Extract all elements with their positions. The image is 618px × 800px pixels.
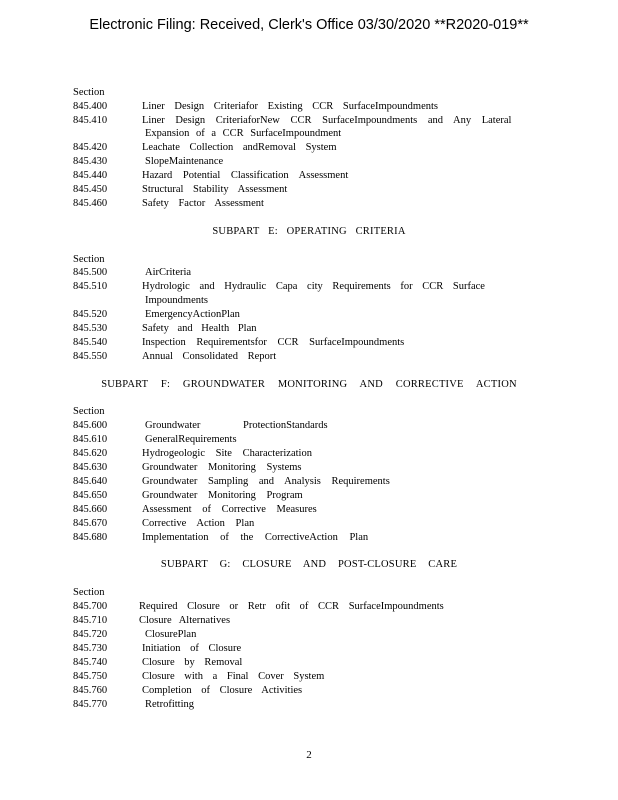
section-title: AirCriteria [145,267,192,278]
section-number: 845.670 [73,518,108,529]
section-number: 845.520 [73,309,108,320]
section-number: 845.530 [73,323,108,334]
section-title: Safety Factor Assessment [142,198,264,209]
section-number: 845.660 [73,504,108,515]
section-number: 845.720 [73,629,108,640]
section-title: Initiation of Closure [142,643,242,654]
subpart-heading: SUBPART E: OPERATING CRITERIA [212,226,406,237]
section-number: 845.760 [73,685,108,696]
section-title: Structural Stability Assessment [142,184,288,195]
section-title: Groundwater Sampling and Analysis Requirements [142,476,390,487]
section-number: 845.620 [73,448,108,459]
section-number: 845.400 [73,101,108,112]
section-number: 845.550 [73,351,108,362]
section-number: 845.610 [73,434,108,445]
section-title: Groundwater ProtectionStandards [145,420,328,431]
section-title: Completion of Closure Activities [142,685,303,696]
section-number: 845.460 [73,198,108,209]
section-label: Section [73,87,105,98]
section-number: 845.680 [73,532,108,543]
section-number: 845.700 [73,601,108,612]
section-title: SlopeMaintenance [145,156,224,167]
section-number: 845.710 [73,615,108,626]
section-title: Groundwater Monitoring Systems [142,462,302,473]
section-title: Retrofitting [145,699,194,710]
section-title: Implementation of the CorrectiveAction Plan [142,532,369,543]
section-title: Hydrologic and Hydraulic Capa city Requirements for CCR Surface [142,281,485,292]
section-number: 845.420 [73,142,108,153]
section-number: 845.410 [73,115,108,126]
section-title: Annual Consolidated Report [142,351,277,362]
section-title: Groundwater Monitoring Program [142,490,303,501]
section-number: 845.750 [73,671,108,682]
section-label: Section [73,587,105,598]
section-title: Closure by Removal [142,657,243,668]
section-number: 845.510 [73,281,108,292]
section-title: Leachate Collection andRemoval System [142,142,337,153]
section-number: 845.500 [73,267,108,278]
section-title: Liner Design CriteriaforNew CCR SurfaceImpoundments and Any Lateral [142,115,512,126]
filing-stamp-header: Electronic Filing: Received, Clerk's Office 03/30/2020 **R2020-019** [89,17,529,33]
section-number: 845.440 [73,170,108,181]
section-title-continued: Impoundments [145,295,208,306]
section-number: 845.640 [73,476,108,487]
section-number: 845.770 [73,699,108,710]
section-number: 845.730 [73,643,108,654]
section-title: Assessment of Corrective Measures [142,504,317,515]
subpart-heading: SUBPART G: CLOSURE AND POST-CLOSURE CARE [160,559,458,570]
section-number: 845.650 [73,490,108,501]
section-title: Required Closure or Retr ofit of CCR SurfaceImpoundments [139,601,444,612]
section-number: 845.740 [73,657,108,668]
section-title: Hazard Potential Classification Assessment [142,170,349,181]
section-title: EmergencyActionPlan [145,309,240,320]
section-number: 845.540 [73,337,108,348]
section-title: ClosurePlan [145,629,197,640]
section-label: Section [73,254,105,265]
section-number: 845.430 [73,156,108,167]
section-number: 845.630 [73,462,108,473]
section-number: 845.600 [73,420,108,431]
section-title: Liner Design Criteriafor Existing CCR SurfaceImpoundments [142,101,438,112]
section-title: Corrective Action Plan [142,518,255,529]
section-title: GeneralRequirements [145,434,237,445]
section-title: Inspection Requirementsfor CCR SurfaceImpoundments [142,337,405,348]
section-title: Safety and Health Plan [142,323,257,334]
subpart-heading: SUBPART F: GROUNDWATER MONITORING AND CORRECTIVE ACTION [101,379,517,390]
section-title: Hydrogeologic Site Characterization [142,448,312,459]
section-title: Closure with a Final Cover System [142,671,325,682]
page-number: 2 [306,749,312,761]
section-title: Closure Alternatives [139,615,231,626]
section-label: Section [73,406,105,417]
section-title-continued: Expansion of a CCR SurfaceImpoundment [145,128,342,139]
section-number: 845.450 [73,184,108,195]
